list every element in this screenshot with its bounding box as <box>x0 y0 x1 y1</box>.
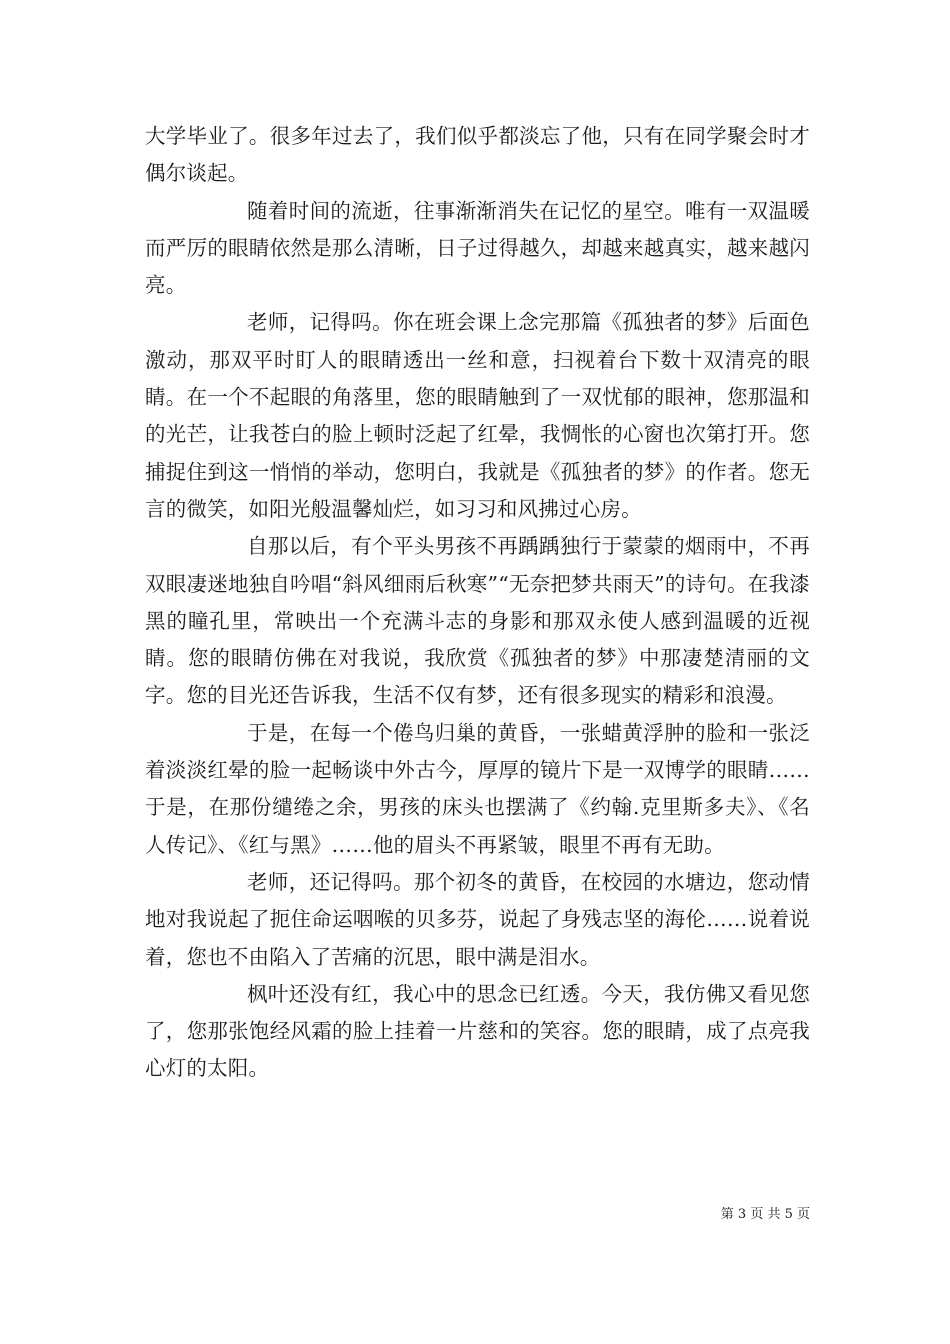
paragraph-2: 随着时间的流逝，往事渐渐消失在记忆的星空。唯有一双温暖而严厉的眼睛依然是那么清晰，日子过得越久，却越来越真实，越来越闪亮。 <box>145 198 810 298</box>
page-number: 第 3 页 共 5 页 <box>720 1207 810 1222</box>
paragraph-1: 大学毕业了。很多年过去了，我们似乎都淡忘了他，只有在同学聚会时才偶尔谈起。 <box>145 124 810 186</box>
paragraph-3: 老师，记得吗。你在班会课上念完那篇《孤独者的梦》后面色激动，那双平时盯人的眼睛透出一丝和意，扫视着台下数十双清亮的眼睛。在一个不起眼的角落里，您的眼睛触到了一双忧郁的眼神，您那温和的光芒，让我苍白的脸上顿时泛起了红晕，我惆怅的心窗也次第打开。您捕捉住到这一悄悄的举动，您明白，我就是《孤独者的梦》的作者。您无言的微笑，如阳光般温馨灿烂，如习习和风拂过心房。 <box>145 310 810 521</box>
paragraph-5: 于是，在每一个倦鸟归巢的黄昏，一张蜡黄浮肿的脸和一张泛着淡淡红晕的脸一起畅谈中外古今，厚厚的镜片下是一双博学的眼睛……于是，在那份缱绻之余，男孩的床头也摆满了《约翰.克里斯多夫》、《名人传记》、《红与黑》……他的眉头不再紧皱，眼里不再有无助。 <box>145 720 810 857</box>
paragraph-4: 自那以后，有个平头男孩不再踽踽独行于蒙蒙的烟雨中，不再双眼凄迷地独自吟唱“斜风细雨后秋寒”“无奈把梦共雨天”的诗句。在我漆黑的瞳孔里，常映出一个充满斗志的身影和那双永使人感到温暖的近视睛。您的眼睛仿佛在对我说，我欣赏《孤独者的梦》中那凄楚清丽的文字。您的目光还告诉我，生活不仅有梦，还有很多现实的精彩和浪漫。 <box>145 534 810 708</box>
paragraph-6: 老师，还记得吗。那个初冬的黄昏，在校园的水塘边，您动情地对我说起了扼住命运咽喉的贝多芬，说起了身残志坚的海伦……说着说着，您也不由陷入了苦痛的沉思，眼中满是泪水。 <box>145 869 810 969</box>
paragraph-7: 枫叶还没有红，我心中的思念已红透。今天，我仿佛又看见您了，您那张饱经风霜的脸上挂着一片慈和的笑容。您的眼睛，成了点亮我心灯的太阳。 <box>145 981 810 1081</box>
body-text <box>145 118 810 1088</box>
